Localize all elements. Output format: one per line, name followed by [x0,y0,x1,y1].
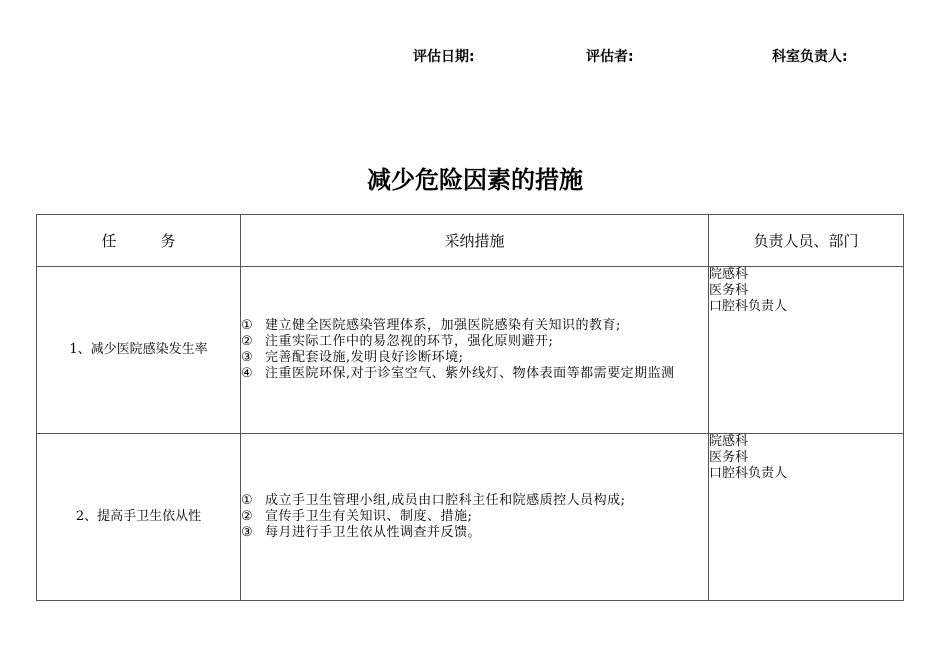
measure-item [241,334,708,350]
column-header-task-char-2: 务 [160,232,176,250]
measure-number: ③ [241,350,253,365]
measure-text: 注重医院环保,对于诊室空气、紫外线灯、物体表面等都需要定期监测 [265,366,675,381]
document-title: 减少危险因素的措施 [367,166,583,194]
responsible-dept: 院感科 [709,267,749,282]
table-row [37,267,904,434]
responsible-dept: 医务科 [709,283,749,298]
measures-cell [241,267,709,434]
measure-item [241,318,708,334]
measure-number: ③ [241,525,253,540]
task-cell: 2、提高手卫生依从性 [37,434,241,601]
measure-item [241,509,708,525]
dept-head-label: 科室负责人: [772,49,848,65]
responsible-dept: 院感科 [709,434,749,449]
assessor-label: 评估者: [586,49,634,65]
column-header-measures: 采纳措施 [241,215,709,267]
responsible-cell [709,434,904,601]
task-cell: 1、减少医院感染发生率 [37,267,241,434]
measure-text: 建立健全医院感染管理体系，加强医院感染有关知识的教育; [265,318,621,333]
responsible-dept: 口腔科负责人 [709,466,788,481]
column-header-task-char-1: 任 [101,232,117,250]
responsible-dept: 口腔科负责人 [709,299,788,314]
measure-item [241,493,708,509]
responsible-cell [709,267,904,434]
measure-text: 成立手卫生管理小组,成员由口腔科主任和院感质控人员构成; [265,493,626,508]
assessment-date-label: 评估日期: [413,49,475,65]
measure-text: 每月进行手卫生依从性调查并反馈。 [265,525,482,540]
column-header-responsible: 负责人员、部门 [709,215,904,267]
measure-number: ① [241,493,253,508]
measure-item [241,525,708,541]
measure-number: ④ [241,366,253,381]
measures-cell [241,434,709,601]
table-row [37,434,904,601]
measures-table [36,214,904,601]
responsible-dept: 医务科 [709,450,749,465]
column-header-task [37,215,241,267]
measure-number: ① [241,318,253,333]
measure-number: ② [241,334,253,349]
table-header-row [37,215,904,267]
measure-number: ② [241,509,253,524]
measure-item [241,366,708,382]
measure-item [241,350,708,366]
measure-text: 注重实际工作中的易忽视的环节，强化原则避开; [265,334,554,349]
measure-text: 完善配套设施,发明良好诊断环境; [265,350,464,365]
measure-text: 宣传手卫生有关知识、制度、措施; [265,509,473,524]
